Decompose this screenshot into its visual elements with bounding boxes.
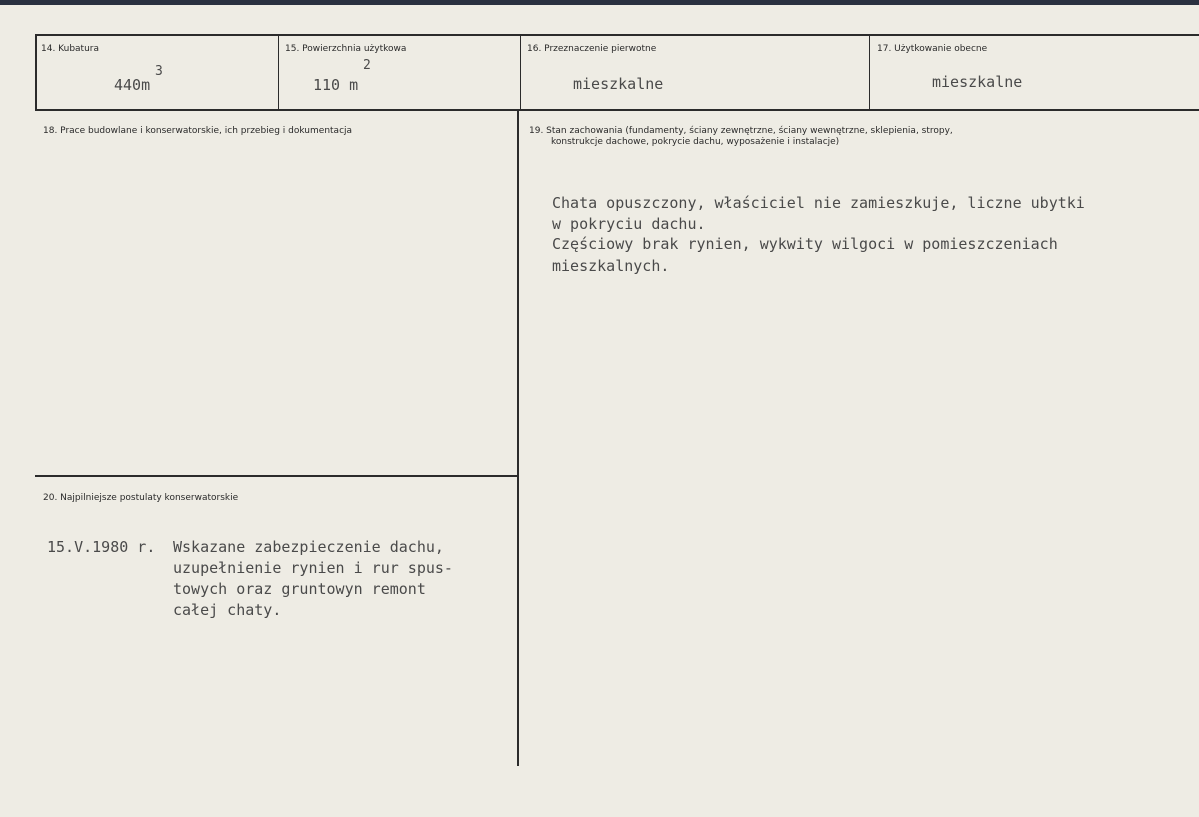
field-14-value: 440m — [114, 76, 151, 94]
field-20-text-line: całej chaty. — [173, 601, 282, 619]
field-20-text-line: towych oraz gruntowyn remont — [173, 580, 426, 598]
top-rule — [35, 34, 1199, 36]
field-15-unit-exponent: 2 — [363, 58, 371, 73]
field-19-text-line: mieszkalnych. — [552, 257, 670, 275]
top-edge — [0, 0, 1199, 5]
field-20-label: 20. Najpilniejsze postulaty konserwatorskie — [43, 493, 239, 503]
field-15-value: 110 m — [313, 76, 359, 94]
field-20-text-line: Wskazane zabezpieczenie dachu, — [173, 538, 444, 556]
field-19-text-line: w pokryciu dachu. — [552, 215, 706, 233]
field-14-unit-exponent: 3 — [155, 64, 163, 79]
field-16-label: 16. Przeznaczenie pierwotne — [527, 44, 657, 54]
field-14-label: 14. Kubatura — [41, 44, 100, 54]
field-16-value: mieszkalne — [573, 75, 664, 93]
field-20-date: 15.V.1980 r. — [47, 538, 156, 556]
divider-14-15 — [278, 34, 279, 111]
left-border — [35, 34, 37, 111]
divider-15-16 — [520, 34, 521, 111]
field-20-text-line: uzupełnienie rynien i rur spus- — [173, 559, 453, 577]
divider-16-17 — [869, 34, 870, 111]
row-divider — [35, 109, 1199, 111]
field-15-label: 15. Powierzchnia użytkowa — [285, 44, 407, 54]
center-divider — [517, 111, 519, 766]
divider-18-20 — [35, 475, 517, 477]
field-19-label-line-2: konstrukcje dachowe, pokrycie dachu, wyposażenie i instalacje) — [551, 137, 840, 147]
field-18-label: 18. Prace budowlane i konserwatorskie, ich przebieg i dokumentacja — [43, 126, 353, 136]
field-17-label: 17. Użytkowanie obecne — [877, 44, 988, 54]
field-17-value: mieszkalne — [932, 73, 1023, 91]
field-19-label-line-1: 19. Stan zachowania (fundamenty, ściany zewnętrzne, ściany wewnętrzne, sklepienia, stropy, — [529, 126, 953, 136]
field-19-text-line: Częściowy brak rynien, wykwity wilgoci w pomieszczeniach — [552, 235, 1058, 253]
field-19-text-line: Chata opuszczony, właściciel nie zamieszkuje, liczne ubytki — [552, 194, 1085, 212]
